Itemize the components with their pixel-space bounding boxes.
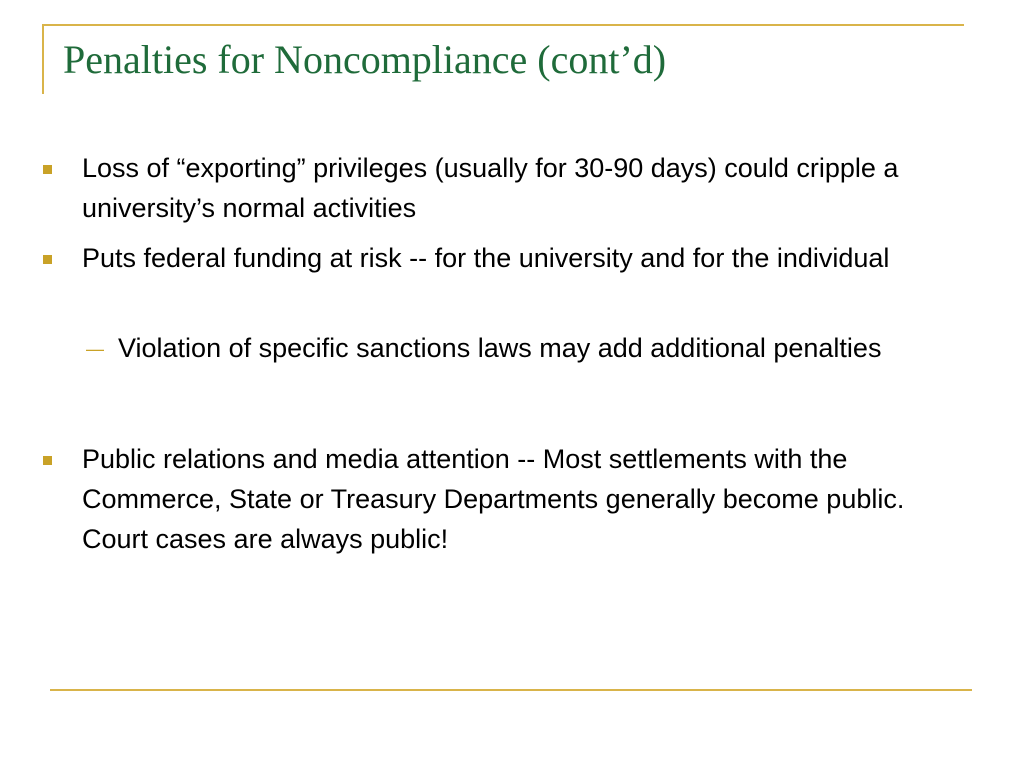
slide-title: Penalties for Noncompliance (cont’d) bbox=[63, 37, 667, 82]
title-frame-top-line bbox=[42, 24, 964, 26]
title-frame-left-line bbox=[42, 24, 44, 94]
bullet-marker-square-icon bbox=[43, 165, 52, 174]
bullet-item-3: Public relations and media attention -- Most settlements with the Commerce, State or Treasury Departments generally become public. Court cases are always public! bbox=[82, 444, 905, 554]
bullet-item-2: Puts federal funding at risk -- for the university and for the individual bbox=[82, 243, 890, 273]
bullet-item-1: Loss of “exporting” privileges (usually for 30-90 days) could cripple a university’s normal activities bbox=[82, 153, 899, 223]
sub-bullet-dash-icon: — bbox=[86, 339, 104, 359]
sub-bullet-item-1: Violation of specific sanctions laws may add additional penalties bbox=[118, 333, 882, 363]
bullet-marker-square-icon bbox=[43, 255, 52, 264]
footer-divider-line bbox=[50, 689, 972, 691]
bullet-marker-square-icon bbox=[43, 456, 52, 465]
